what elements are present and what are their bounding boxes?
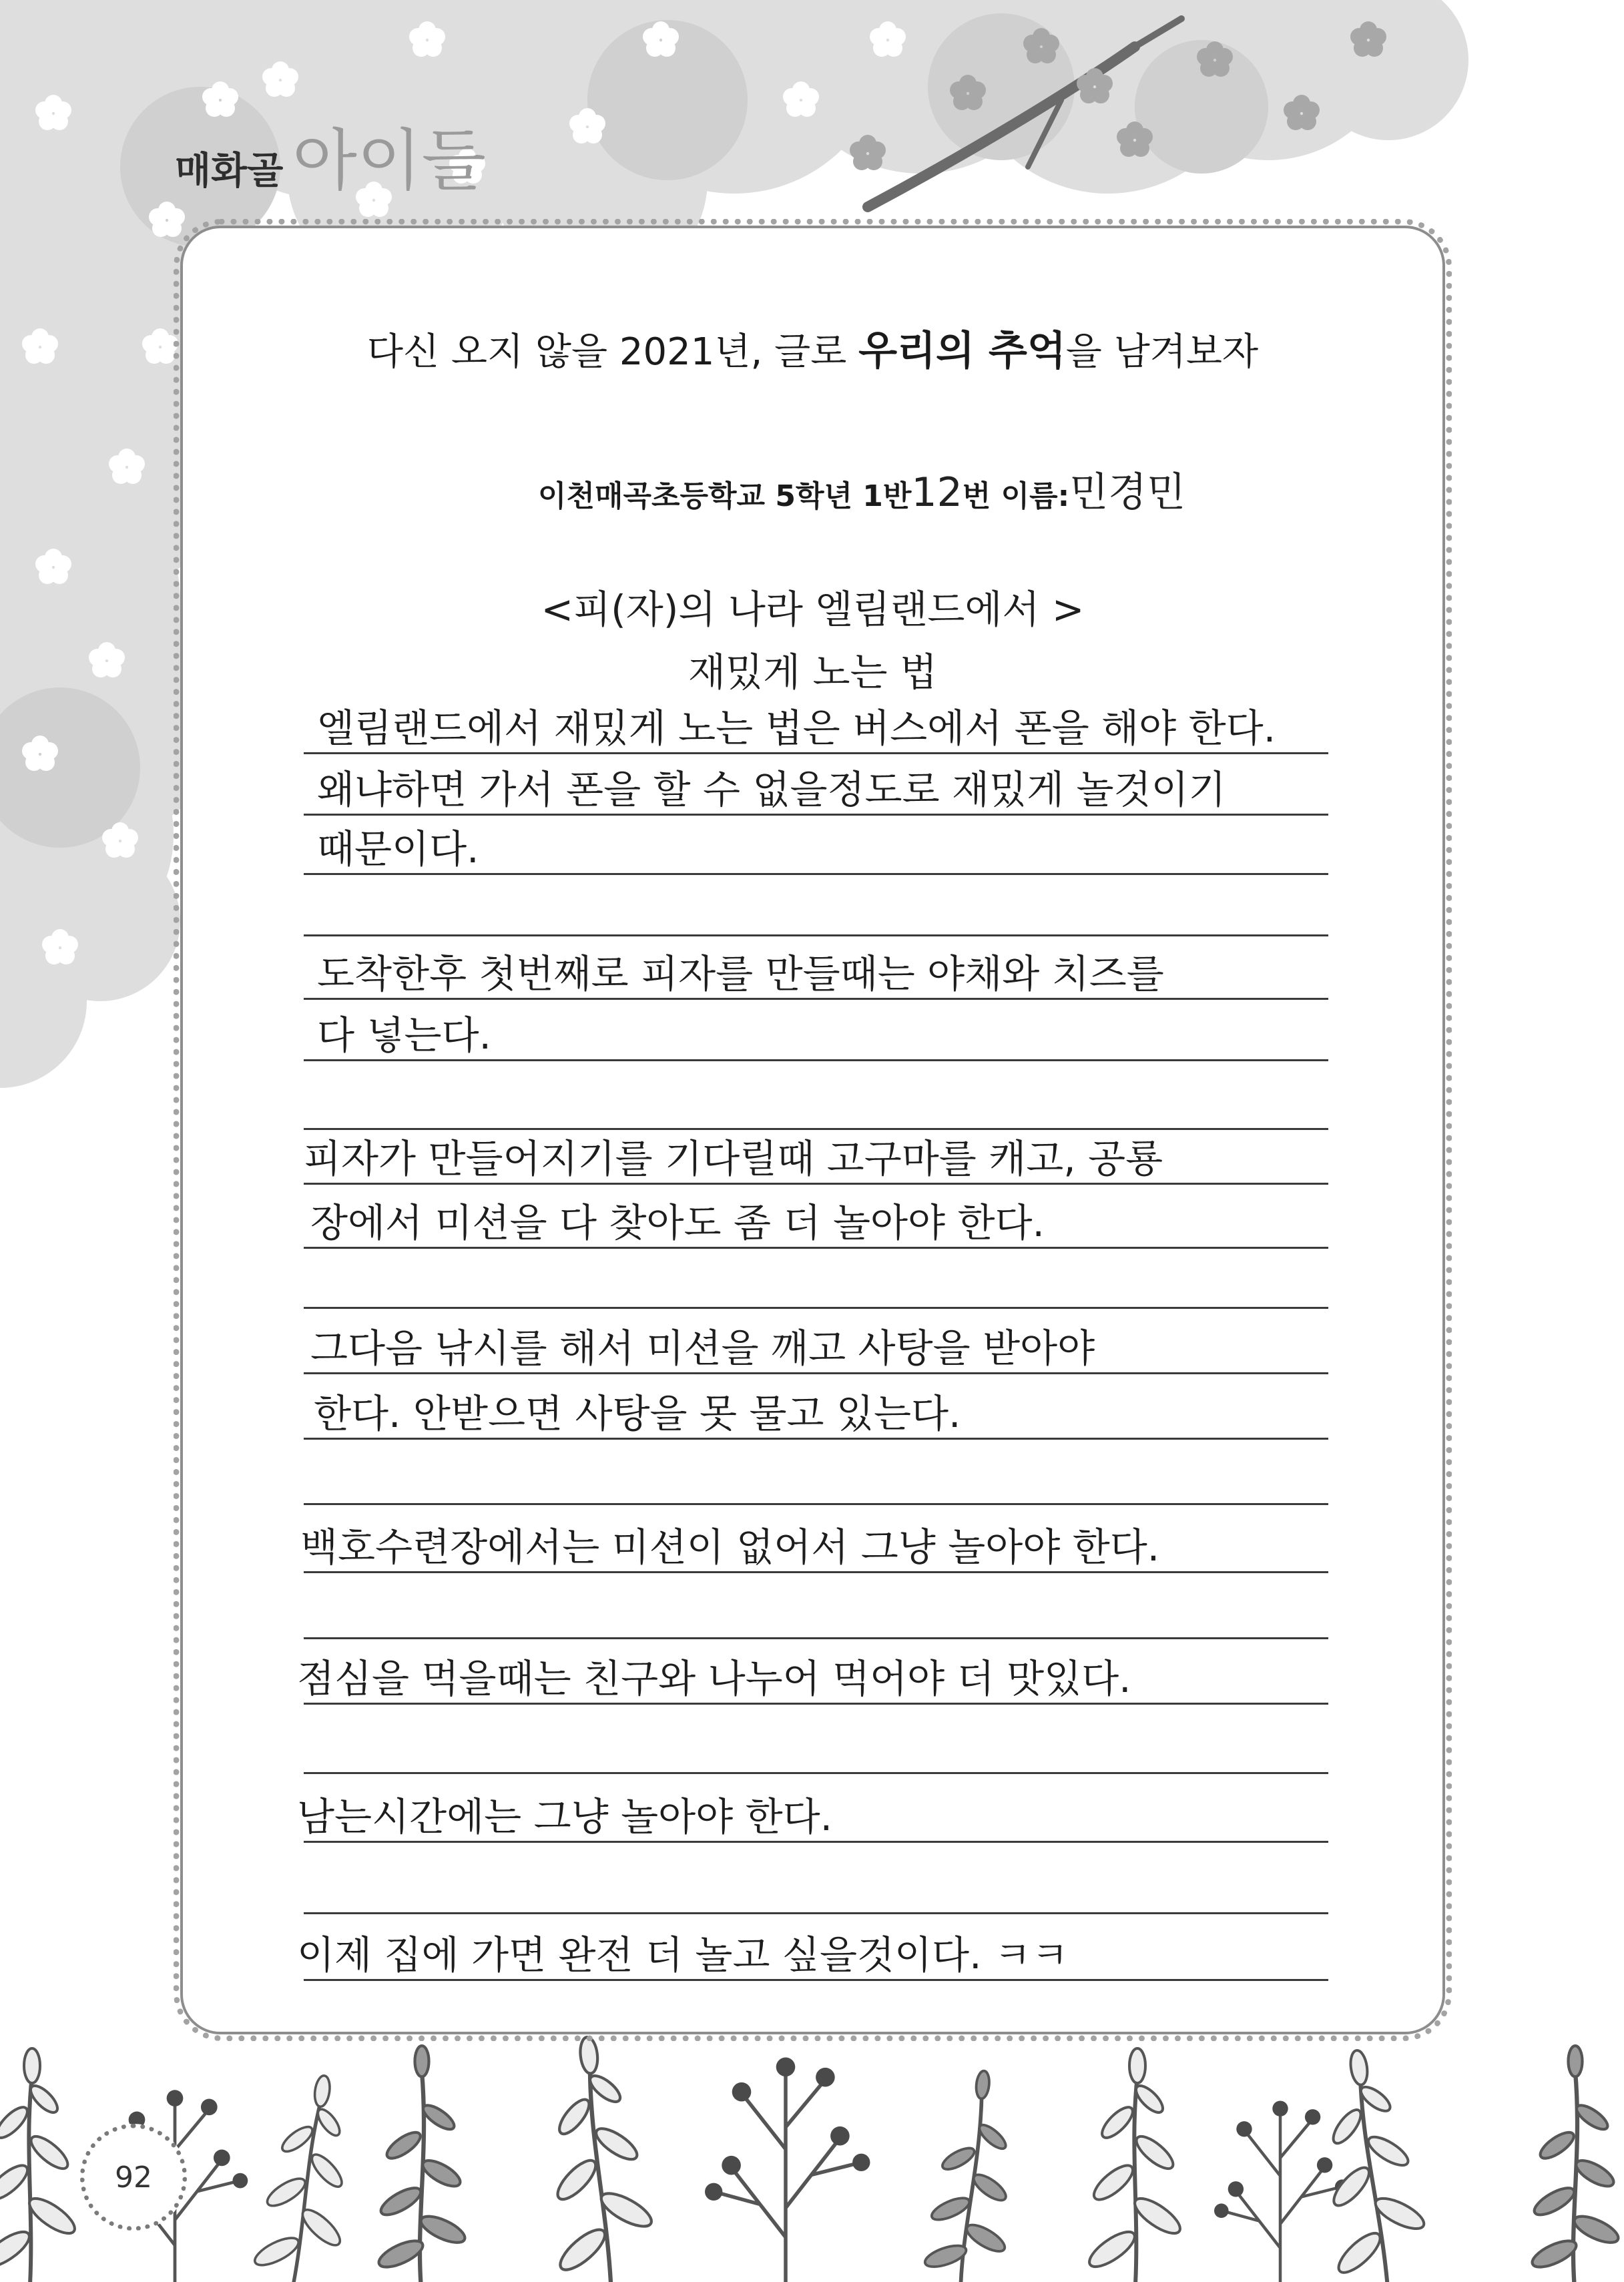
handwritten-line: 이제 집에 가면 완전 더 놀고 싶을것이다. ㅋㅋ xyxy=(297,1932,1069,1978)
essay-title-line-1: <피(자)의 나라 엘림랜드에서 > xyxy=(541,587,1085,632)
student-number: 12 xyxy=(911,469,963,516)
handwritten-line: 남는시간에는 그냥 놀아야 한다. xyxy=(297,1794,833,1839)
ruled-line xyxy=(304,998,1328,1000)
handwritten-line: 때문이다. xyxy=(317,826,479,872)
heading-emphasis: 우리의 추억 xyxy=(858,328,1066,374)
student-info xyxy=(538,461,1185,518)
ruled-line xyxy=(304,1979,1328,1981)
ruled-line xyxy=(304,1841,1328,1843)
ruled-line xyxy=(304,814,1328,816)
header-title: 아이들 xyxy=(292,121,487,200)
handwritten-line: 백호수련장에서는 미션이 없어서 그냥 놀아야 한다. xyxy=(300,1524,1160,1570)
ruled-line xyxy=(304,1703,1328,1705)
ruled-line xyxy=(304,1128,1328,1130)
ruled-line xyxy=(304,1503,1328,1505)
handwritten-line: 엘림랜드에서 재밌게 노는 법은 버스에서 폰을 해야 한다. xyxy=(317,705,1276,751)
ruled-line xyxy=(304,752,1328,754)
handwritten-line: 한다. 안받으면 사탕을 못 물고 있는다. xyxy=(314,1391,961,1436)
handwritten-line: 장에서 미션을 다 찾아도 좀 더 놀아야 한다. xyxy=(310,1200,1045,1245)
page-number: 92 xyxy=(80,2124,187,2231)
ruled-line xyxy=(304,1438,1328,1440)
handwritten-line: 그다음 낚시를 해서 미션을 깨고 사탕을 받아야 xyxy=(310,1326,1095,1371)
bottom-plants xyxy=(0,2032,1622,2282)
ruled-line xyxy=(304,1372,1328,1374)
ruled-line xyxy=(304,934,1328,936)
header-prefix: 매화골 xyxy=(175,150,284,193)
essay-title-line-2: 재밌게 노는 법 xyxy=(688,649,938,695)
ruled-line xyxy=(304,1912,1328,1914)
page-heading xyxy=(180,319,1445,376)
ruled-line xyxy=(304,1307,1328,1309)
ruled-line xyxy=(304,1247,1328,1249)
ruled-line xyxy=(304,1183,1328,1185)
heading-text-before: 다신 오지 않을 2021년, 글로 xyxy=(366,330,859,374)
handwritten-line: 점심을 먹을때는 친구와 나누어 먹어야 더 맛있다. xyxy=(297,1656,1131,1701)
student-name: 민경민 xyxy=(1069,469,1186,516)
handwritten-line: 왜냐하면 가서 폰을 할 수 없을정도로 재밌게 놀것이기 xyxy=(317,767,1226,812)
ruled-line xyxy=(304,873,1328,875)
handwritten-line: 피자가 만들어지기를 기다릴때 고구마를 캐고, 공룡 xyxy=(304,1136,1163,1181)
handwritten-line: 다 넣는다. xyxy=(317,1013,491,1058)
name-label: 번 이름: xyxy=(962,479,1070,513)
school-class: 이천매곡초등학교 5학년 1반 xyxy=(538,479,912,513)
booklet-header xyxy=(175,107,486,203)
ruled-line xyxy=(304,1772,1328,1774)
handwritten-line: 도착한후 첫번째로 피자를 만들때는 야채와 치즈를 xyxy=(317,951,1164,996)
ruled-line xyxy=(304,1637,1328,1639)
ruled-line xyxy=(304,1571,1328,1573)
heading-text-after: 을 남겨보자 xyxy=(1065,330,1259,374)
ruled-line xyxy=(304,1059,1328,1061)
